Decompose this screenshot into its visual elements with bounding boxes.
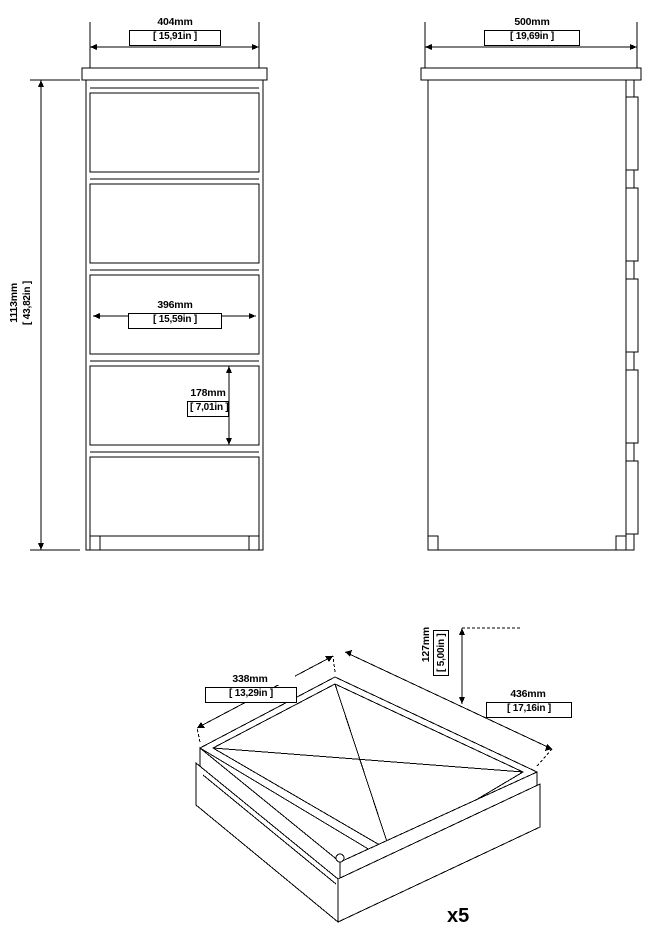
drawer-inner-width-dimension <box>205 673 295 685</box>
drawer-front-height-in: [ 7,01in ] <box>190 402 229 413</box>
drawer-front-width-dimension <box>128 299 222 311</box>
front-height-mm-label <box>6 283 20 323</box>
drawer-inner-depth-inch-box <box>486 702 572 718</box>
side-depth-inch-box <box>484 30 580 46</box>
drawer-inner-width-inch-box <box>205 687 297 703</box>
front-width-mm: 404mm <box>157 16 193 28</box>
drawer-inner-depth-in: [ 17,16in ] <box>507 703 551 714</box>
drawer-front-height-dimension <box>188 387 228 399</box>
front-width-dimension <box>120 16 230 28</box>
drawer-inner-height-in-box <box>433 630 449 676</box>
drawer-inner-height-mm-label <box>418 627 432 662</box>
drawer-inner-depth-dimension <box>486 688 570 700</box>
front-height-in-label <box>20 281 34 325</box>
side-depth-in: [ 19,69in ] <box>510 31 554 42</box>
drawer-inner-depth-mm: 436mm <box>510 688 546 700</box>
drawer-front-width-mm: 396mm <box>157 299 193 311</box>
side-depth-mm: 500mm <box>514 16 550 28</box>
drawer-front-height-mm: 178mm <box>190 387 226 399</box>
front-height-in: [ 43,82in ] <box>22 281 33 325</box>
drawer-front-width-inch-box <box>128 313 222 329</box>
drawer-inner-height-in: [ 5,00in ] <box>436 633 447 673</box>
side-depth-dimension <box>478 16 586 28</box>
drawer-front-height-inch-box <box>187 401 229 417</box>
drawer-inner-width-mm: 338mm <box>232 673 268 685</box>
front-width-in: [ 15,91in ] <box>153 31 197 42</box>
drawer-inner-width-in: [ 13,29in ] <box>229 688 273 699</box>
front-width-inch-box <box>129 30 221 46</box>
drawer-front-width-in: [ 15,59in ] <box>153 314 197 325</box>
drawer-inner-height-mm: 127mm <box>420 627 432 663</box>
front-height-mm: 1113mm <box>8 283 20 323</box>
quantity-label: x5 <box>447 905 470 927</box>
